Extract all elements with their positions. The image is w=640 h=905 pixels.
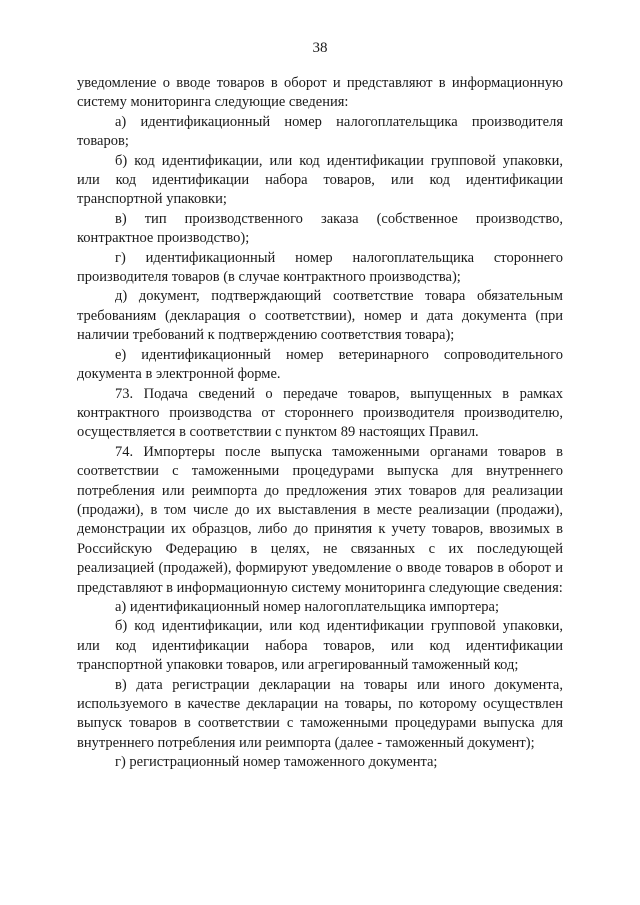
paragraph: в) дата регистрации декларации на товары или иного документа, используемого в качестве декларации на товары, по которому осуществлен выпуск товаров в соответствии с таможенными процедурами выпуска для внутреннего потребления или реимпорта (далее - таможенный документ); [77,676,563,751]
paragraph: а) идентификационный номер налогоплательщика производителя товаров; [77,113,563,150]
paragraph: г) идентификационный номер налогоплательщика стороннего производителя товаров (в случае контрактного производства); [77,249,563,286]
paragraph: в) тип производственного заказа (собственное производство, контрактное производство); [77,210,563,247]
paragraph: г) регистрационный номер таможенного документа; [115,754,438,771]
paragraph: уведомление о вводе товаров в оборот и представляют в информационную систему мониторинга следующие сведения: [77,75,563,111]
paragraph: а) идентификационный номер налогоплательщика импортера; [115,598,499,615]
paragraph: д) документ, подтверждающий соответствие товара обязательным требованиям (декларация о соответствии), номер и дата документа (при наличии требований к подтверждению соответствия товара); [77,288,563,344]
body-text [77,74,563,773]
paragraph: 73. Подача сведений о передаче товаров, выпущенных в рамках контрактного производства от стороннего производителя производителю, осуществляется в соответствии с пунктом 89 настоящих Правил. [77,385,563,441]
paragraph: 74. Импортеры после выпуска таможенными органами товаров в соответствии с таможенными процедурами выпуска для внутреннего потребления или реимпорта до предложения этих товаров для реализации (продажи), в том числе до их выставления в месте реализации (продажи), демонстрации их образцов, либо до принятия к учету товаров, ввозимых в Российскую Федерацию в целях, не связанных с их последующей реализацией (продажей), формируют уведомление о вводе товаров в оборот и представляют в информационную систему мониторинга следующие сведения: [77,443,563,596]
paragraph: б) код идентификации, или код идентификации групповой упаковки, или код идентификации набора товаров, или код идентификации транспортной упаковки; [77,152,563,208]
paragraph: б) код идентификации, или код идентификации групповой упаковки, или код идентификации набора товаров, или код идентификации транспортной упаковки товаров, или агрегированный таможенный код; [77,618,563,674]
paragraph: е) идентификационный номер ветеринарного сопроводительного документа в электронной форме. [77,346,563,383]
page-number: 38 [312,40,328,56]
